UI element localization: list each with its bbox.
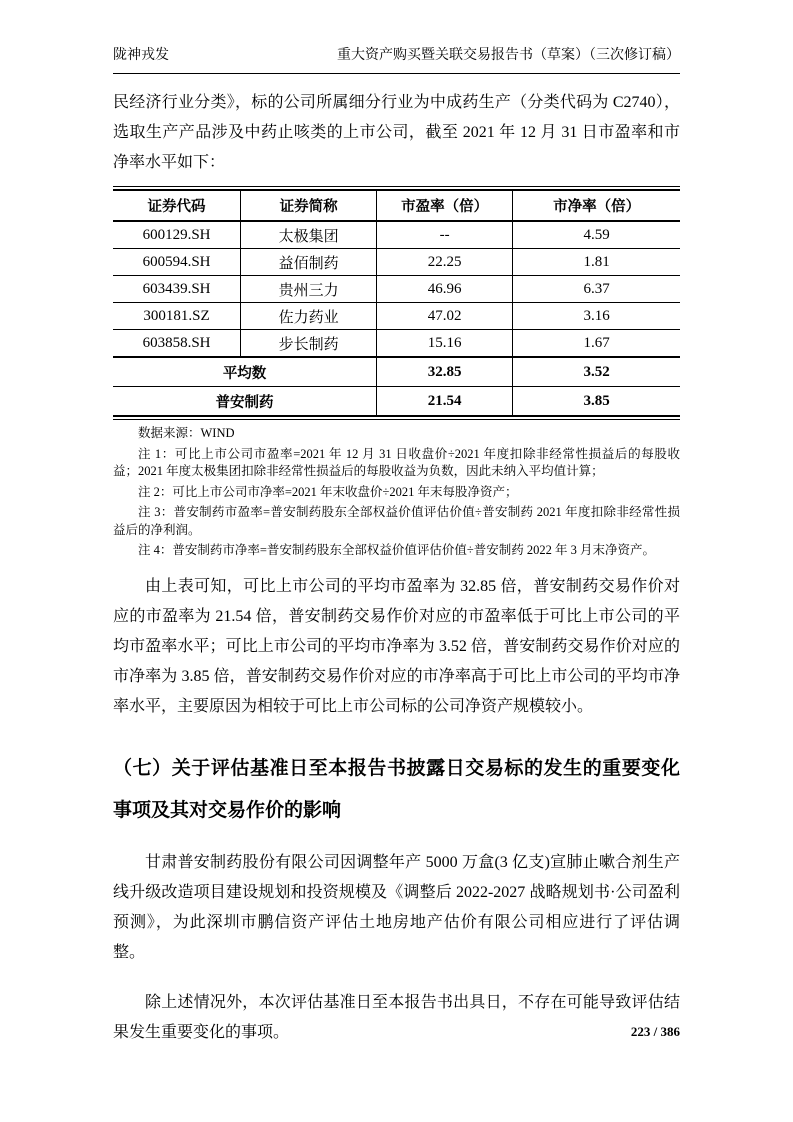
cell-name: 步长制药 xyxy=(241,330,377,358)
cell-pb: 1.81 xyxy=(513,249,680,276)
cell-pb: 4.59 xyxy=(513,221,680,249)
cell-average-pb: 3.52 xyxy=(513,357,680,387)
table-row-average xyxy=(113,357,680,387)
cell-target-pb: 3.85 xyxy=(513,387,680,417)
note-1: 注 1：可比上市公司市盈率=2021 年 12 月 31 日收盘价÷2021 年度扣除非经常性损益后的每股收益；2021 年度太极集团扣除非经常性损益后的每股收益为负数，因此未纳入平均值计算； xyxy=(113,446,680,478)
table-header-name: 证券简称 xyxy=(241,190,377,221)
table-header-pb: 市净率（倍） xyxy=(513,190,680,221)
cell-code: 603439.SH xyxy=(113,276,241,303)
section-heading-7: （七）关于评估基准日至本报告书披露日交易标的发生的重要变化事项及其对交易作价的影响 xyxy=(113,757,680,821)
note-2: 注 2：可比上市公司市净率=2021 年末收盘价÷2021 年末每股净资产； xyxy=(138,484,518,499)
cell-pe: 47.02 xyxy=(377,303,513,330)
table-header-row xyxy=(113,190,680,221)
table-row xyxy=(113,221,680,249)
paragraph-intro: 民经济行业分类》，标的公司所属细分行业为中成药生产（分类代码为 C2740），选取生产产品涉及中药止咳类的上市公司，截至 2021 年 12 月 31 日市盈率和市净率水平如下： xyxy=(113,94,680,171)
table-header-pe: 市盈率（倍） xyxy=(377,190,513,221)
cell-pe: -- xyxy=(377,221,513,249)
comparables-table-wrapper xyxy=(113,186,680,420)
table-row xyxy=(113,249,680,276)
cell-pb: 6.37 xyxy=(513,276,680,303)
cell-name: 太极集团 xyxy=(241,221,377,249)
cell-average-pe: 32.85 xyxy=(377,357,513,387)
header-company-name: 陇神戎发 xyxy=(113,48,169,63)
cell-target-pe: 21.54 xyxy=(377,387,513,417)
table-row xyxy=(113,276,680,303)
paragraph-analysis: 由上表可知，可比上市公司的平均市盈率为 32.85 倍，普安制药交易作价对应的市盈率为 21.54 倍，普安制药交易作价对应的市盈率低于可比上市公司的平均市盈率水平；可比上市公司的平均市净率为 3.52 倍，普安制药交易作价对应的市净率为 3.85 倍，普安制药交易作价对应的市净率高于可比上市公司的平均市净率水平，主要原因为相较于可比上市公司标的公司净资产规模较小。 xyxy=(113,577,680,715)
note-3: 注 3：普安制药市盈率=普安制药股东全部权益价值评估价值÷普安制药 2021 年度扣除非经常性损益后的净利润。 xyxy=(113,505,680,537)
table-header-code: 证券代码 xyxy=(113,190,241,221)
paragraph-adjustment: 甘肃普安制药股份有限公司因调整年产 5000 万盒(3 亿支)宣肺止嗽合剂生产线升级改造项目建设规划和投资规模及《调整后 2022-2027 战略规划书·公司盈利预测》，为此深圳市鹏信资产评估土地房地产估价有限公司相应进行了评估调整。 xyxy=(113,853,680,961)
cell-pe: 15.16 xyxy=(377,330,513,358)
note-4: 注 4：普安制药市净率=普安制药股东全部权益价值评估价值÷普安制药 2022 年 3 月末净资产。 xyxy=(138,543,656,557)
cell-code: 300181.SZ xyxy=(113,303,241,330)
page-content xyxy=(113,0,680,1048)
comparables-table xyxy=(113,189,680,417)
cell-pb: 3.16 xyxy=(513,303,680,330)
paragraph-no-change: 除上述情况外，本次评估基准日至本报告书出具日，不存在可能导致评估结果发生重要变化的事项。 xyxy=(113,993,680,1041)
cell-code: 600594.SH xyxy=(113,249,241,276)
cell-name: 贵州三力 xyxy=(241,276,377,303)
table-row xyxy=(113,330,680,358)
cell-name: 益佰制药 xyxy=(241,249,377,276)
cell-pb: 1.67 xyxy=(513,330,680,358)
cell-target-label: 普安制药 xyxy=(113,387,377,417)
cell-code: 603858.SH xyxy=(113,330,241,358)
table-row-target-company xyxy=(113,387,680,417)
cell-pe: 46.96 xyxy=(377,276,513,303)
table-row xyxy=(113,303,680,330)
cell-name: 佐力药业 xyxy=(241,303,377,330)
page-number: 223 / 386 xyxy=(630,1024,680,1039)
note-data-source: 数据来源：WIND xyxy=(138,426,235,440)
table-notes xyxy=(113,425,680,560)
cell-pe: 22.25 xyxy=(377,249,513,276)
header-report-title: 重大资产购买暨关联交易报告书（草案）（三次修订稿） xyxy=(337,48,680,63)
cell-code: 600129.SH xyxy=(142,226,211,243)
cell-average-label: 平均数 xyxy=(113,357,377,387)
document-header xyxy=(113,46,680,74)
